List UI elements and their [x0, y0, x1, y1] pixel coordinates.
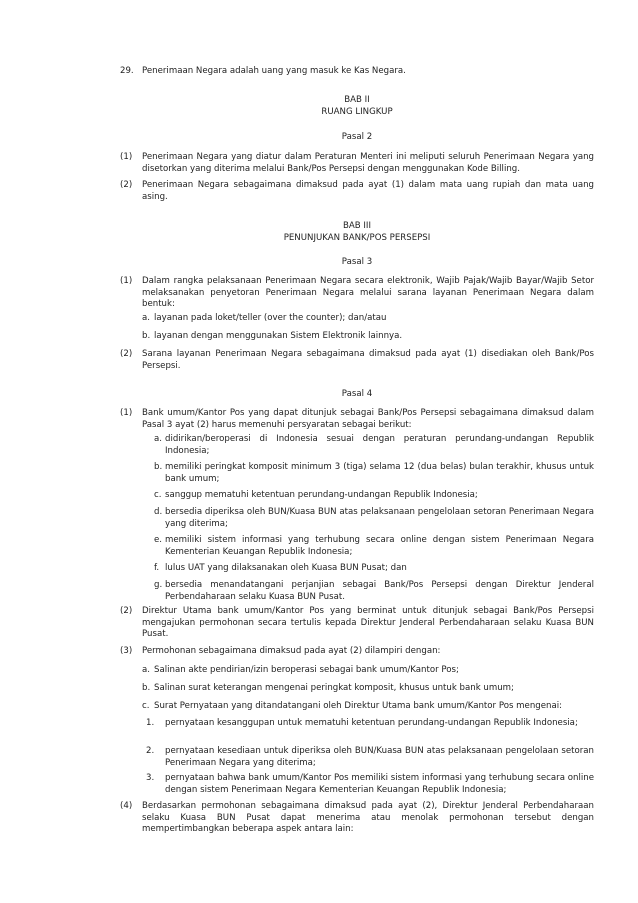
item-letter: a.: [142, 313, 150, 323]
ayat-text: Berdasarkan permohonan sebagaimana dimaksud pada ayat (2), Direktur Jenderal Perbendaharaan selaku Kuasa BUN Pusat dapat menerima atau menolak permohonan tersebut dengan mempertimbangkan beberapa aspek antara lain:: [142, 801, 594, 835]
item-text: sanggup mematuhi ketentuan perundang-undangan Republik Indonesia;: [165, 490, 478, 500]
item-letter: b.: [142, 331, 151, 341]
ayat-number: (1): [120, 408, 133, 418]
item-letter: a.: [154, 434, 162, 444]
item-text: pernyataan kesediaan untuk diperiksa oleh BUN/Kuasa BUN atas pelaksanaan pengelolaan setoran Penerimaan Negara yang diterima;: [165, 746, 594, 768]
item-number: 3.: [146, 773, 155, 783]
ayat-number: (4): [120, 801, 133, 811]
item-text: didirikan/beroperasi di Indonesia sesuai dengan peraturan perundang-undangan Republik Indonesia;: [165, 434, 594, 456]
pasal2-ayat-1: [120, 152, 594, 175]
item-number: 2.: [146, 746, 155, 756]
pasal4-ayat3-item-c: [142, 701, 594, 713]
item-text: layanan pada loket/teller (over the counter); dan/atau: [154, 313, 387, 323]
ayat-number: (3): [120, 646, 133, 656]
article-title: Pasal 3: [341, 257, 373, 267]
ayat-text: Penerimaan Negara sebagaimana dimaksud pada ayat (1) dalam mata uang rupiah dan mata uang asing.: [142, 180, 594, 202]
item-letter: b.: [142, 683, 151, 693]
pasal4-item-g: [154, 580, 594, 603]
item-text: lulus UAT yang dilaksanakan oleh Kuasa BUN Pusat; dan: [165, 563, 407, 573]
ayat-number: (1): [120, 276, 133, 286]
chapter-subtitle: RUANG LINGKUP: [321, 107, 393, 117]
item-text: Penerimaan Negara adalah uang yang masuk ke Kas Negara.: [142, 66, 406, 76]
item-text: pernyataan bahwa bank umum/Kantor Pos memiliki sistem informasi yang terhubung secara online dengan sistem Penerimaan Negara Kementerian Keuangan Republik Indonesia;: [165, 773, 594, 795]
item-text: pernyataan kesanggupan untuk mematuhi ketentuan perundang-undangan Republik Indonesia;: [165, 718, 578, 728]
item-letter: f.: [154, 563, 160, 573]
item-text: memiliki peringkat komposit minimum 3 (tiga) selama 12 (dua belas) bulan terakhir, khusus untuk bank umum;: [165, 462, 594, 484]
item-letter: a.: [142, 665, 150, 675]
ayat-number: (1): [120, 152, 133, 162]
item-letter: g.: [154, 580, 163, 590]
ayat-text: Dalam rangka pelaksanaan Penerimaan Negara secara elektronik, Wajib Pajak/Wajib Bayar/Wajib Setor melaksanakan penyetoran Penerimaan Negara melalui sarana layanan Penerimaan Negara dalam bentuk:: [142, 276, 594, 310]
pasal4-ayat-3: [120, 646, 594, 658]
pasal4-ayat3-c-item-3: [146, 773, 594, 796]
pasal4-ayat-1: [120, 408, 594, 431]
chapter-subtitle: PENUNJUKAN BANK/POS PERSEPSI: [283, 233, 431, 243]
item-text: Salinan surat keterangan mengenai peringkat komposit, khusus untuk bank umum;: [154, 683, 514, 693]
item-number: 29.: [120, 66, 134, 76]
item-letter: c.: [142, 701, 150, 711]
ayat-text: Permohonan sebagaimana dimaksud pada ayat (2) dilampiri dengan:: [142, 646, 441, 656]
item-letter: b.: [154, 462, 163, 472]
ayat-text: Penerimaan Negara yang diatur dalam Peraturan Menteri ini meliputi seluruh Penerimaan Negara yang disetorkan yang diterima melalui Bank/Pos Persepsi dengan menggunakan Kode Billing.: [142, 152, 594, 174]
pasal4-item-c: [154, 490, 594, 502]
pasal4-item-d: [154, 507, 594, 530]
item-text: bersedia diperiksa oleh BUN/Kuasa BUN atas pelaksanaan pengelolaan setoran Penerimaan Negara yang diterima;: [165, 507, 594, 529]
article-title: Pasal 4: [341, 389, 373, 399]
ayat-text: Sarana layanan Penerimaan Negara sebagaimana dimaksud pada ayat (1) disediakan oleh Bank/Pos Persepsi.: [142, 349, 594, 371]
pasal4-item-b: [154, 462, 594, 485]
pasal3-item-a: [142, 313, 594, 325]
item-letter: e.: [154, 535, 163, 545]
pasal3-item-b: [142, 331, 594, 343]
item-text: Salinan akte pendirian/izin beroperasi sebagai bank umum/Kantor Pos;: [154, 665, 459, 675]
pasal2-ayat-2: [120, 180, 594, 203]
item-letter: c.: [154, 490, 162, 500]
chapter-title: BAB III: [342, 221, 371, 231]
item-text: layanan dengan menggunakan Sistem Elektronik lainnya.: [154, 331, 403, 341]
item-text: memiliki sistem informasi yang terhubung secara online dengan sistem Penerimaan Negara Kementerian Keuangan Republik Indonesia;: [165, 535, 594, 557]
pasal4-ayat-4: [120, 801, 594, 836]
item-number: 1.: [146, 718, 155, 728]
pasal4-item-f: [154, 563, 594, 575]
item-letter: d.: [154, 507, 163, 517]
item-text: bersedia menandatangani perjanjian sebagai Bank/Pos Persepsi dengan Direktur Jenderal Perbendaharaan selaku Kuasa BUN Pusat.: [165, 580, 594, 602]
ayat-text: Bank umum/Kantor Pos yang dapat ditunjuk sebagai Bank/Pos Persepsi sebagaimana dimaksud dalam Pasal 3 ayat (2) harus memenuhi persyaratan sebagai berikut:: [142, 408, 594, 430]
pasal4-ayat3-c-item-1: [146, 718, 594, 730]
ayat-number: (2): [120, 606, 133, 616]
definition-item-29: [120, 66, 594, 78]
pasal4-item-a: [154, 434, 594, 457]
ayat-text: Direktur Utama bank umum/Kantor Pos yang berminat untuk ditunjuk sebagai Bank/Pos Persepsi mengajukan permohonan secara tertulis kepada Direktur Jenderal Perbendaharaan selaku Kuasa BUN Pusat.: [142, 606, 594, 640]
ayat-number: (2): [120, 180, 133, 190]
chapter-title: BAB II: [344, 95, 370, 105]
pasal4-ayat3-item-b: [142, 683, 594, 695]
pasal4-ayat-2: [120, 606, 594, 641]
ayat-number: (2): [120, 349, 133, 359]
item-text: Surat Pernyataan yang ditandatangani oleh Direktur Utama bank umum/Kantor Pos mengenai:: [154, 701, 563, 711]
article-title: Pasal 2: [341, 132, 373, 142]
pasal4-ayat3-item-a: [142, 665, 594, 677]
pasal4-ayat3-c-item-2: [146, 746, 594, 769]
pasal3-ayat-2: [120, 349, 594, 372]
pasal3-ayat-1: [120, 276, 594, 311]
pasal4-item-e: [154, 535, 594, 558]
